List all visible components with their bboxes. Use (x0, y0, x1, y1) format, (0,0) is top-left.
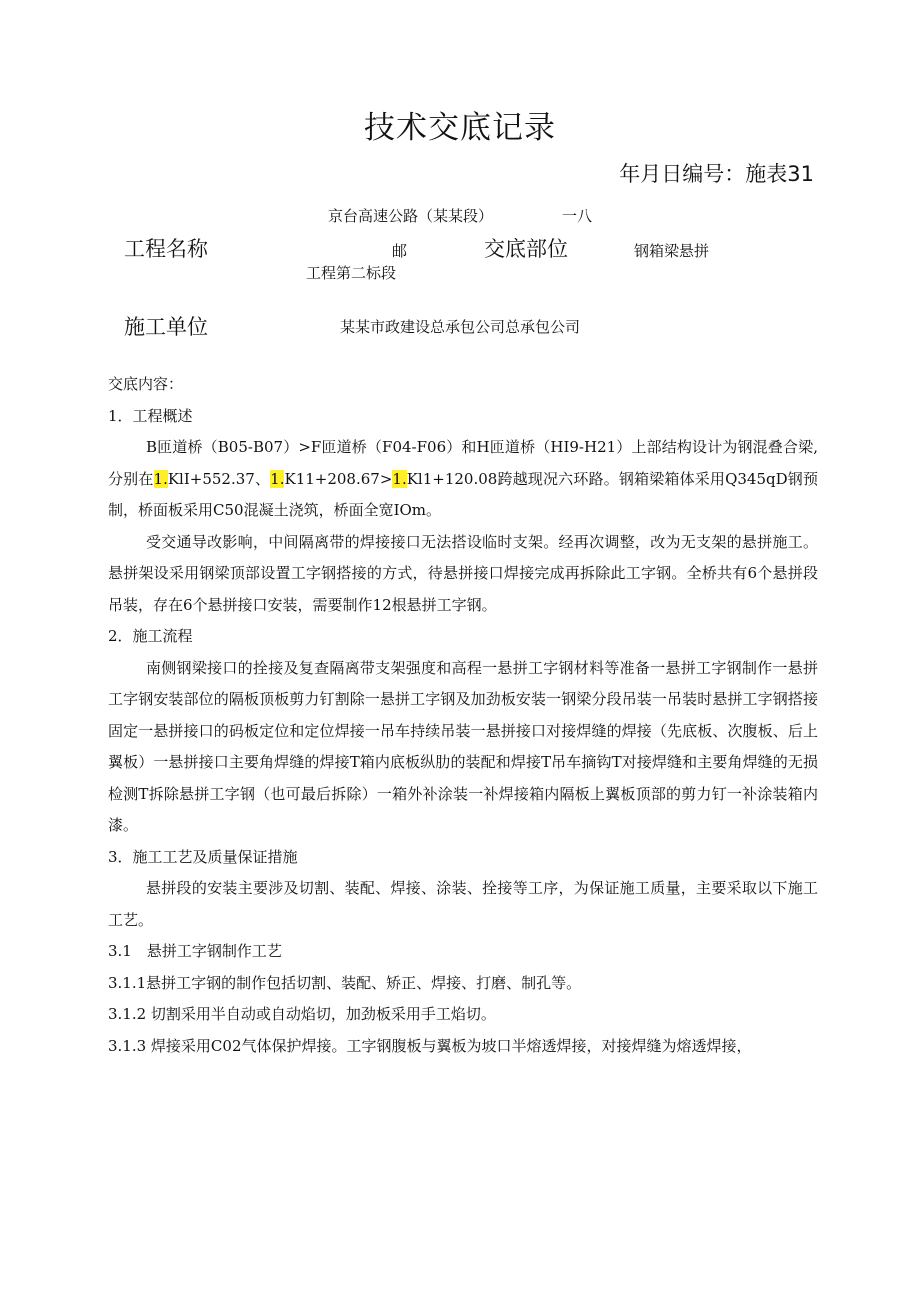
project-name-line2: 邮 (392, 242, 408, 260)
project-name-label: 工程名称 (124, 237, 208, 261)
project-name-line1: 京台高速公路（某某段） (328, 207, 494, 225)
section-2-heading: 2．施工流程 (108, 627, 193, 645)
highlight-mark: 1. (153, 469, 168, 488)
section-3-heading: 3．施工工艺及质量保证措施 (108, 847, 298, 866)
section-1-paragraph-1: B匝道桥（B05-B07）>F匝道桥（F04-F06）和H匝道桥（HI9-H21）上部结构设计为钢混叠合梁,分别在1.KlI+552.37、1.K11+208.67>1.Kl1+120.08跨越现况六环路。钢箱梁箱体采用Q345qD钢预制，桥面板采用C50混凝土浇筑，桥面全宽IOm。 (108, 438, 818, 519)
project-name-line1-tail: 一八 (562, 207, 593, 225)
document-body (108, 369, 818, 1062)
section-1-paragraph-2: 受交通导改影响，中间隔离带的焊接接口无法搭设临时支架。经再次调整，改为无支架的悬拼施工。悬拼架设采用钢梁顶部设置工字钢搭接的方式，待悬拼接口焊接完成再拆除此工字钢。全桥共有6个悬拼段吊装，存在6个悬拼接口安装，需要制作12根悬拼工字钢。 (108, 532, 818, 614)
project-name-line3: 工程第二标段 (306, 264, 397, 282)
section-3-paragraph-1: 悬拼段的安装主要涉及切割、装配、焊接、涂装、拴接等工序，为保证施工质量，主要采取以下施工工艺。 (108, 879, 818, 929)
highlight-mark: 1. (392, 469, 407, 488)
construction-unit-value: 某某市政建设总承包公司总承包公司 (340, 318, 581, 336)
section-2-paragraph-1: 南侧钢梁接口的拴接及复查隔离带支架强度和高程一悬拼工字钢材料等准备一悬拼工字钢制作一悬拼工字钢安装部位的隔板顶板剪力钉割除一悬拼工字钢及加劲板安装一钢梁分段吊装一吊装时悬拼工字钢搭接固定一悬拼接口的码板定位和定位焊接一吊车持续吊装一悬拼接口对接焊缝的焊接（先底板、次腹板、后上翼板）一悬拼接口主要角焊缝的焊接T箱内底板纵肋的装配和焊接T吊车摘钩T对接焊缝和主要角焊缝的无损检测T拆除悬拼工字钢（也可最后拆除）一箱外补涂装一补焊接箱内隔板上翼板顶部的剪力钉一补涂装箱内漆。 (108, 658, 818, 834)
item-3-1-1: 3.1.1悬拼工字钢的制作包括切割、装配、矫正、焊接、打磨、制孔等。 (108, 973, 582, 992)
section-1-heading: 1．工程概述 (108, 406, 193, 425)
content-label: 交底内容： (108, 375, 184, 393)
handover-part-label: 交底部位 (484, 237, 568, 261)
item-3-1-3: 3.1.3 焊接采用C02气体保护焊接。工字钢腹板与翼板为坡口半熔透焊接，对接焊缝为熔透焊接， (108, 1036, 752, 1055)
document-title: 技术交底记录 (364, 110, 556, 146)
item-3-1-2: 3.1.2 切割采用半自动或自动焰切，加劲板采用手工焰切。 (108, 1005, 496, 1023)
subsection-3-1-heading: 3.1 悬拼工字钢制作工艺 (108, 942, 282, 960)
handover-part-value: 钢箱梁悬拼 (634, 242, 710, 260)
date-and-form-number: 年月日编号：施表31 (619, 162, 814, 186)
highlight-mark: 1. (270, 469, 285, 488)
construction-unit-label: 施工单位 (124, 315, 208, 339)
